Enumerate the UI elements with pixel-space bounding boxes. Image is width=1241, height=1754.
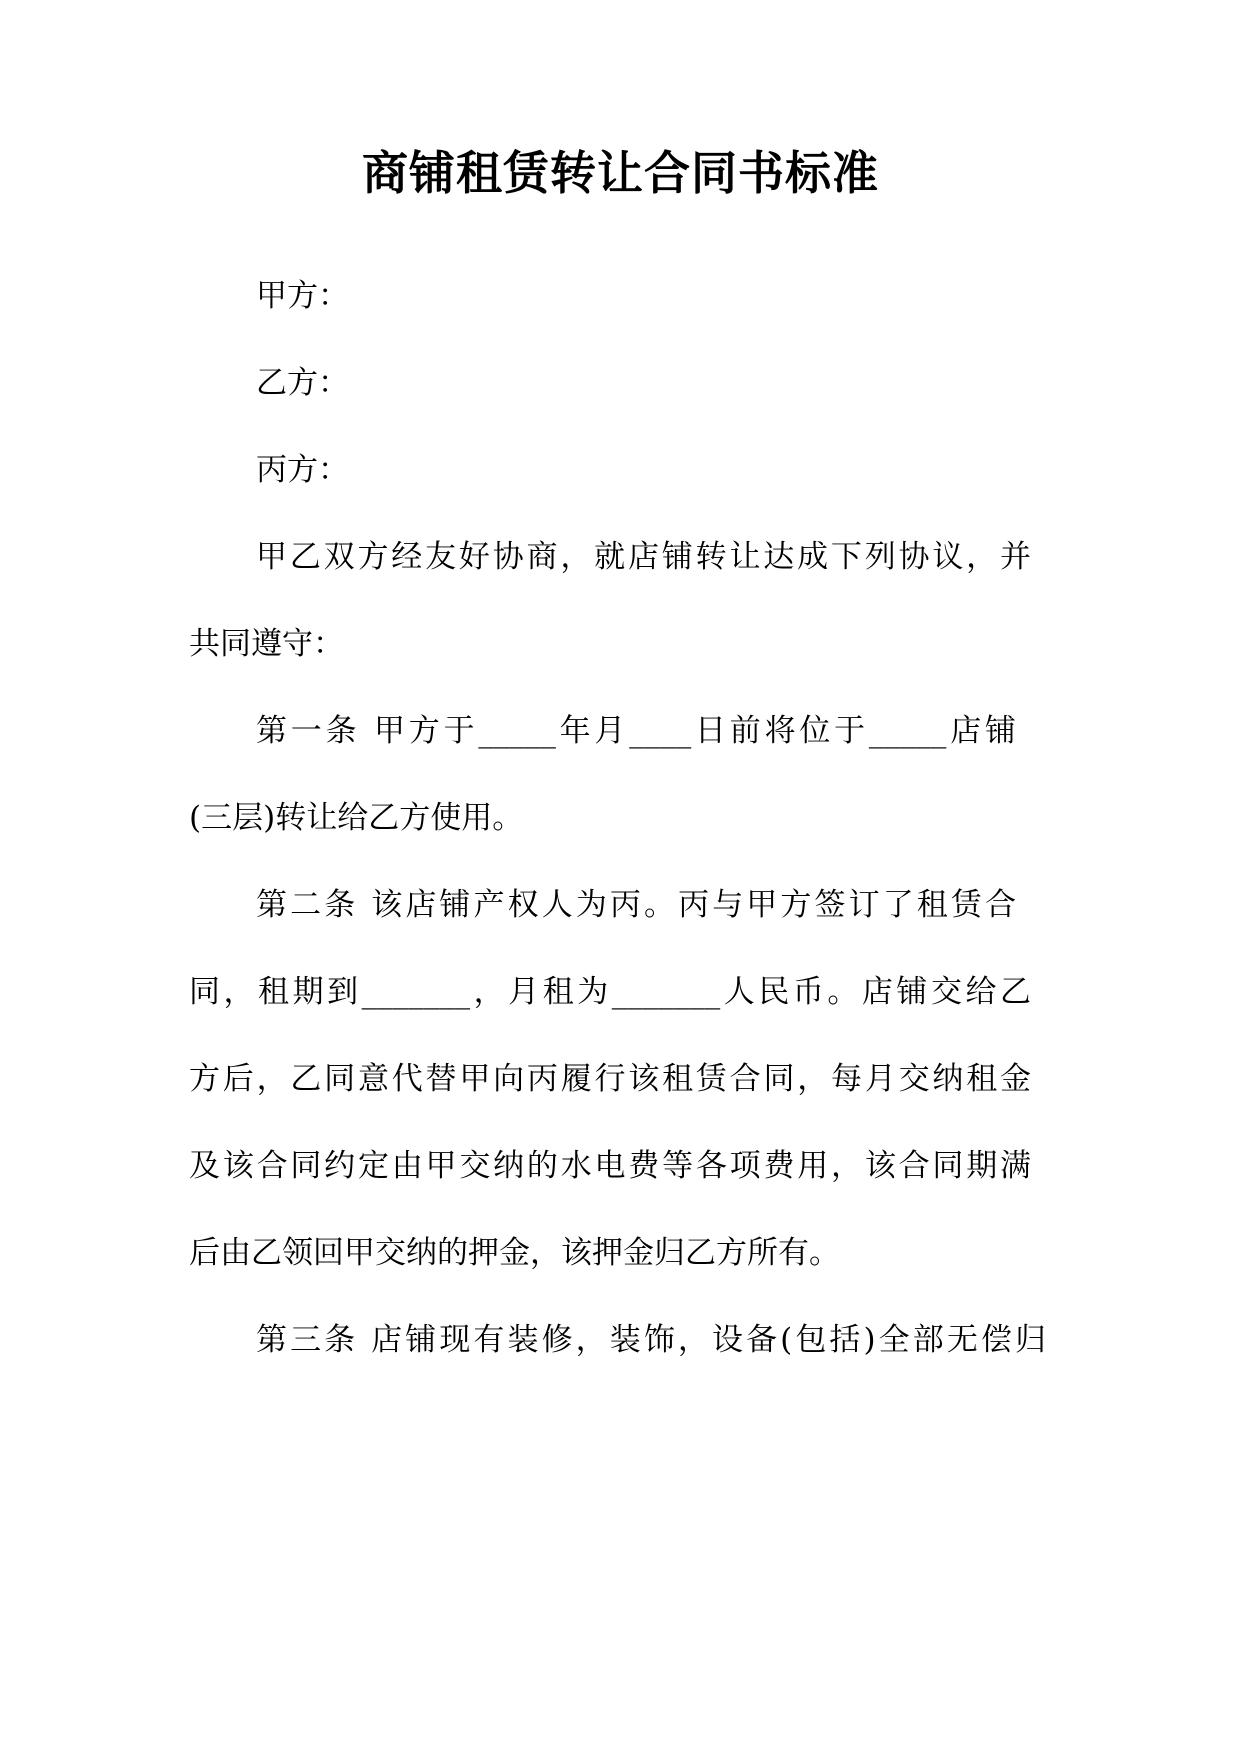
article-3-line-1: 第三条 店铺现有装修，装饰，设备(包括)全部无偿归 [256, 1322, 1046, 1358]
preamble-line-2: 共同遵守： [189, 626, 344, 662]
preamble-line-1: 甲乙双方经友好协商，就店铺转让达成下列协议，并 [256, 539, 1031, 575]
article-2-line-2: 同，租期到_______，月租为_______人民币。店铺交给乙 [189, 974, 1031, 1010]
party-c-label: 丙方： [256, 452, 349, 488]
article-2-line-1: 第二条 该店铺产权人为丙。丙与甲方签订了租赁合 [256, 887, 1016, 923]
party-b-label: 乙方： [256, 365, 349, 401]
article-1-line-2: (三层)转让给乙方使用。 [189, 800, 524, 836]
document-title: 商铺租赁转让合同书标准 [362, 146, 879, 200]
article-2-line-3: 方后，乙同意代替甲向丙履行该租赁合同，每月交纳租金 [189, 1061, 1031, 1097]
party-a-label: 甲方： [256, 278, 349, 314]
article-1-line-1: 第一条 甲方于_____年月____日前将位于_____店铺 [256, 713, 1016, 749]
article-2-line-5: 后由乙领回甲交纳的押金，该押金归乙方所有。 [189, 1235, 840, 1271]
article-2-line-4: 及该合同约定由甲交纳的水电费等各项费用，该合同期满 [189, 1148, 1031, 1184]
